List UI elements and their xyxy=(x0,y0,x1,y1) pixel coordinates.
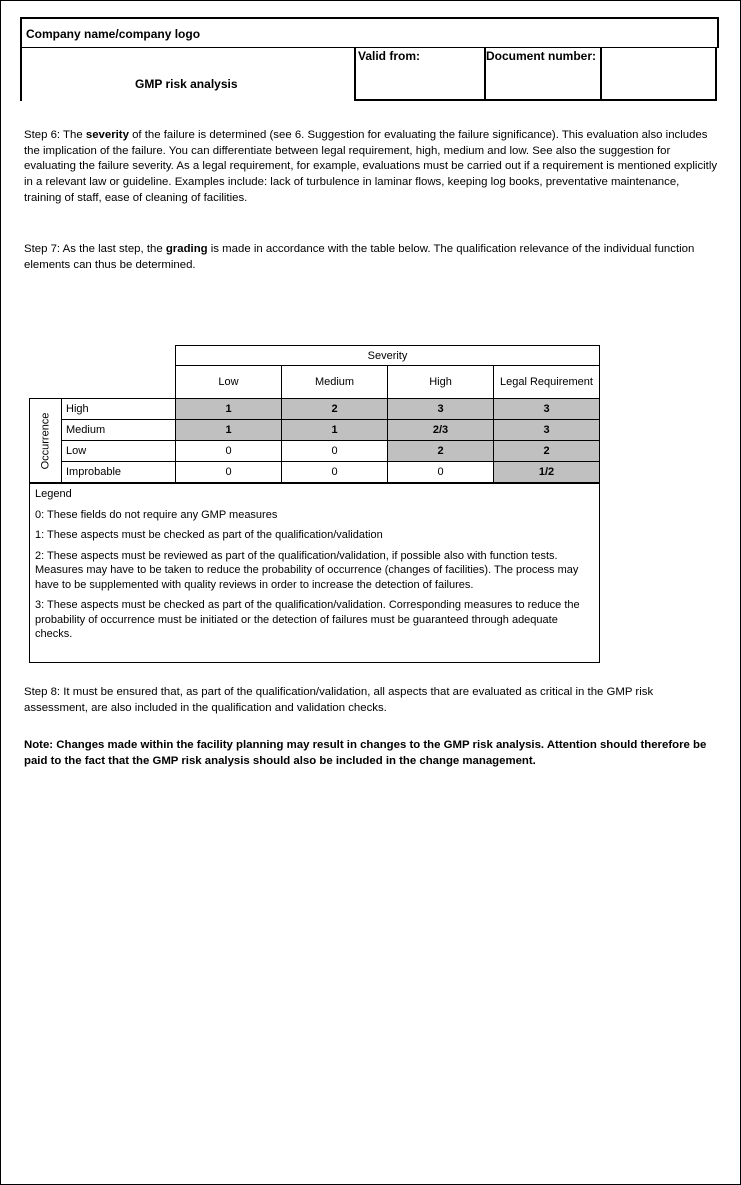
grade-cell: 1 xyxy=(281,419,388,441)
occurrence-row-medium: Medium xyxy=(61,419,176,441)
step6-pre: Step 6: The xyxy=(24,129,86,141)
severity-col-low: Low xyxy=(175,365,282,399)
legend-item-2: 2: These aspects must be reviewed as part of the qualification/validation, if possible also with function tests. Measures may have to be taken to reduce the probability of occurrence (changes of facilities). The process may have to be supplemented with quality reviews in order to increase the detection of failures. xyxy=(35,549,579,591)
legend-item-0: 0: These fields do not require any GMP measures xyxy=(35,508,278,521)
legend-item-3: 3: These aspects must be checked as part of the qualification/validation. Corresponding measures to reduce the probability of occurrence must be initiated or the detection of failures must be guaranteed through adequate checks. xyxy=(35,599,580,640)
grade-cell: 2 xyxy=(387,440,494,462)
grade-cell: 3 xyxy=(387,398,494,420)
document-number-label: Document number: xyxy=(486,49,597,63)
grade-cell: 2/3 xyxy=(387,419,494,441)
occurrence-header: Occurrence xyxy=(39,412,52,469)
grade-cell: 1 xyxy=(175,419,282,441)
company-row xyxy=(20,17,719,48)
step8-paragraph: Step 8: It must be ensured that, as part of the qualification/validation, all aspects that are evaluated as critical in the GMP risk assessment, are also included in the qualification and validation checks. xyxy=(24,686,654,714)
step7-pre: Step 7: As the last step, the xyxy=(24,243,166,255)
step6-paragraph xyxy=(24,128,718,207)
grade-cell: 1/2 xyxy=(493,461,600,483)
valid-from-label: Valid from: xyxy=(358,49,421,63)
step7-post: is made in accordance with the table below. The qualification relevance of the individual function elements can thus be determined. xyxy=(24,243,695,271)
occurrence-row-low: Low xyxy=(61,440,176,462)
occurrence-row-improbable: Improbable xyxy=(61,461,176,483)
grade-cell: 0 xyxy=(175,461,282,483)
note-paragraph: Note: Changes made within the facility planning may result in changes to the GMP risk analysis. Attention should therefore be paid to the fact that the GMP risk analysis should also be included in the change management. xyxy=(24,739,707,767)
grade-cell: 3 xyxy=(493,419,600,441)
grade-cell: 0 xyxy=(281,461,388,483)
severity-col-medium: Medium xyxy=(281,365,388,399)
grading-table xyxy=(29,345,600,663)
step7-paragraph xyxy=(24,242,718,273)
valid-from-cell xyxy=(354,47,486,101)
grade-cell: 2 xyxy=(493,440,600,462)
step7-bold: grading xyxy=(165,243,208,255)
grade-cell: 3 xyxy=(493,398,600,420)
company-name: Company name/company logo xyxy=(26,27,201,41)
document-number-cell xyxy=(484,47,602,101)
severity-col-legal-requirement: Legal Requirement xyxy=(493,365,600,399)
document-title: GMP risk analysis xyxy=(135,77,238,91)
legend-title: Legend xyxy=(35,488,72,500)
occurrence-row-high: High xyxy=(61,398,176,420)
severity-col-high: High xyxy=(387,365,494,399)
step6-bold: severity xyxy=(85,129,129,141)
severity-header: Severity xyxy=(175,345,600,366)
legend-item-1: 1: These aspects must be checked as part of the qualification/validation xyxy=(35,529,383,541)
grade-cell: 0 xyxy=(387,461,494,483)
step6-post: of the failure is determined (see 6. Suggestion for evaluating the failure significance). This evaluation also includes the implication of the failure. You can differentiate between legal requirement, high, medium and low. See also the suggestion for evaluating the failure severity. As a legal requirement, for example, evaluations must be carried out if a requirement is mentioned explicitly in a relevant law or guideline. Examples include: lack of turbulence in laminar flows, keeping log books, preventative maintenance, training of staff, ease of cleaning of facilities. xyxy=(24,129,718,204)
title-cell xyxy=(20,47,356,101)
grade-cell: 0 xyxy=(281,440,388,462)
grade-cell: 1 xyxy=(175,398,282,420)
occurrence-header-cell xyxy=(29,398,62,483)
document-header xyxy=(20,17,717,101)
blank-header-cell xyxy=(602,47,717,101)
legend-box xyxy=(29,483,600,663)
grade-cell: 2 xyxy=(281,398,388,420)
grade-cell: 0 xyxy=(175,440,282,462)
